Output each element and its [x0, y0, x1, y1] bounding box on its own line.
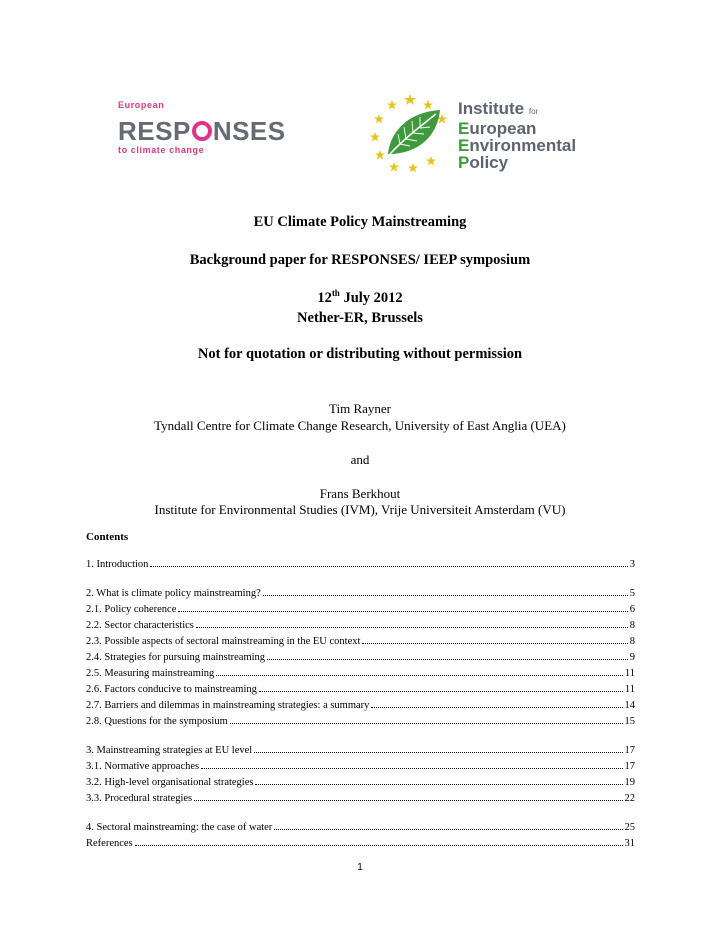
toc-entry-3[interactable]: 3. Mainstreaming strategies at EU level 17: [86, 745, 635, 756]
toc-entry-2-2[interactable]: 2.2. Sector characteristics 8: [86, 620, 635, 631]
ieep-wordmark: Institute for European Environmental Policy: [458, 99, 577, 172]
document-title: EU Climate Policy Mainstreaming: [253, 214, 467, 230]
toc-entry-introduction[interactable]: 1. Introduction 3: [86, 559, 635, 570]
responses-logo-wordmark: RESP NSES: [118, 116, 286, 146]
toc-entry-2[interactable]: 2. What is climate policy mainstreaming? 5: [86, 588, 635, 599]
toc-entry-2-1[interactable]: 2.1. Policy coherence 6: [86, 604, 635, 615]
toc-entry-2-6[interactable]: 2.6. Factors conducive to mainstreaming 11: [86, 684, 635, 695]
responses-logo-tagline: to climate change: [118, 145, 205, 155]
responses-o-ring-icon: [192, 121, 212, 141]
contents-heading: Contents: [86, 531, 129, 543]
responses-logo-top: European: [118, 100, 165, 110]
document-subtitle: Background paper for RESPONSES/ IEEP symposium: [189, 252, 531, 268]
distribution-notice: Not for quotation or distributing without permission: [197, 346, 523, 362]
toc-entry-4[interactable]: 4. Sectoral mainstreaming: the case of water 25: [86, 822, 635, 833]
ieep-stars-leaf-icon: [368, 92, 458, 172]
toc-entry-3-3[interactable]: 3.3. Procedural strategies 22: [86, 793, 635, 804]
author-2-affiliation: Institute for Environmental Studies (IVM), Vrije Universiteit Amsterdam (VU): [154, 502, 566, 517]
ieep-logo: [368, 92, 593, 172]
toc-entry-references[interactable]: References 31: [86, 838, 635, 849]
toc-entry-2-7[interactable]: 2.7. Barriers and dilemmas in mainstreaming strategies: a summary 14: [86, 700, 635, 711]
author-1-affiliation: Tyndall Centre for Climate Change Research, University of East Anglia (UEA): [154, 418, 566, 433]
symposium-venue: Nether-ER, Brussels: [297, 310, 423, 326]
toc-entry-2-5[interactable]: 2.5. Measuring mainstreaming 11: [86, 668, 635, 679]
author-2-name: Frans Berkhout: [319, 486, 401, 501]
toc-entry-2-3[interactable]: 2.3. Possible aspects of sectoral mainstreaming in the EU context 8: [86, 636, 635, 647]
symposium-date: 12th July 2012: [317, 288, 403, 306]
author-conjunction: and: [350, 452, 370, 467]
toc-entry-3-2[interactable]: 3.2. High-level organisational strategies 19: [86, 777, 635, 788]
responses-logo: [118, 100, 298, 160]
page-number: 1: [357, 862, 363, 873]
toc-entry-2-8[interactable]: 2.8. Questions for the symposium 15: [86, 716, 635, 727]
toc-entry-3-1[interactable]: 3.1. Normative approaches 17: [86, 761, 635, 772]
toc-entry-2-4[interactable]: 2.4. Strategies for pursuing mainstreaming 9: [86, 652, 635, 663]
author-1-name: Tim Rayner: [329, 401, 391, 416]
